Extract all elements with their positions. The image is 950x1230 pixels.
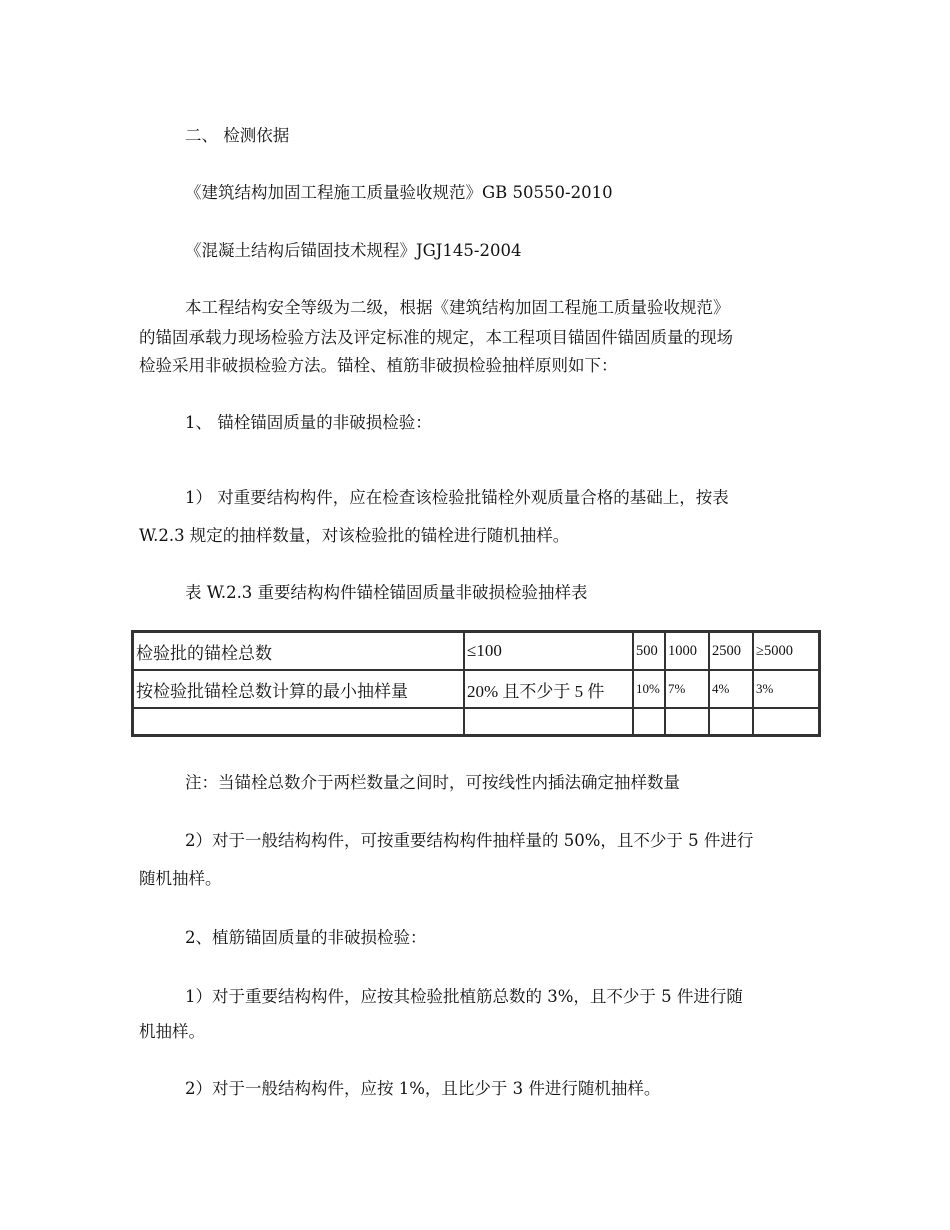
table-cell: ≥5000 <box>753 632 819 670</box>
table-cell: 10% <box>633 670 665 708</box>
reference-gb50550: 《建筑结构加固工程施工质量验收规范》GB 50550-2010 <box>185 183 613 202</box>
reference-jgj145: 《混凝土结构后锚固技术规程》JGJ145-2004 <box>185 241 522 260</box>
section2-item1-line2: 机抽样。 <box>139 1022 205 1041</box>
table-cell <box>133 708 464 735</box>
section1-item2-line2: 随机抽样。 <box>139 869 222 888</box>
intro-line-3: 检验采用非破损检验方法。锚栓、植筋非破损检验抽样原则如下： <box>139 356 618 375</box>
section1-item1-line2: W.2.3 规定的抽样数量，对该检验批的锚栓进行随机抽样。 <box>139 526 570 545</box>
table-cell <box>665 708 709 735</box>
table-cell: 7% <box>665 670 709 708</box>
table-cell: ≤100 <box>464 632 633 670</box>
table-cell: 2500 <box>709 632 753 670</box>
section1-item2-line1: 2）对于一般结构构件，可按重要结构构件抽样量的 50%，且不少于 5 件进行 <box>185 831 754 850</box>
section2-item1-line1: 1）对于重要结构构件，应按其检验批植筋总数的 3%，且不少于 5 件进行随 <box>185 987 743 1006</box>
section-heading: 二、 检测依据 <box>185 126 290 145</box>
section1-item1-line1: 1） 对重要结构构件，应在检查该检验批锚栓外观质量合格的基础上，按表 <box>185 488 729 507</box>
table-cell: 4% <box>709 670 753 708</box>
table-cell: 按检验批锚栓总数计算的最小抽样量 <box>133 670 464 708</box>
sampling-table <box>131 630 821 737</box>
table-row <box>133 670 819 708</box>
intro-line-2: 的锚固承载力现场检验方法及评定标准的规定，本工程项目锚固件锚固质量的现场 <box>139 328 733 347</box>
table-caption: 表 W.2.3 重要结构构件锚栓锚固质量非破损检验抽样表 <box>185 583 588 602</box>
table-cell: 检验批的锚栓总数 <box>133 632 464 670</box>
table-row <box>133 708 819 735</box>
table-cell <box>633 708 665 735</box>
table-cell <box>709 708 753 735</box>
section2-item2: 2）对于一般结构构件，应按 1%，且比少于 3 件进行随机抽样。 <box>185 1079 661 1098</box>
intro-line-1: 本工程结构安全等级为二级，根据《建筑结构加固工程施工质量验收规范》 <box>185 298 730 317</box>
table-row <box>133 632 819 670</box>
table-cell: 3% <box>753 670 819 708</box>
table-cell <box>753 708 819 735</box>
table-note: 注：当锚栓总数介于两栏数量之间时，可按线性内插法确定抽样数量 <box>185 773 680 792</box>
section1-title: 1、 锚栓锚固质量的非破损检验： <box>185 413 432 432</box>
section2-title: 2、植筋锚固质量的非破损检验： <box>185 928 427 947</box>
table-cell: 20% 且不少于 5 件 <box>464 670 633 708</box>
table-cell: 500 <box>633 632 665 670</box>
table-cell <box>464 708 633 735</box>
table-cell: 1000 <box>665 632 709 670</box>
